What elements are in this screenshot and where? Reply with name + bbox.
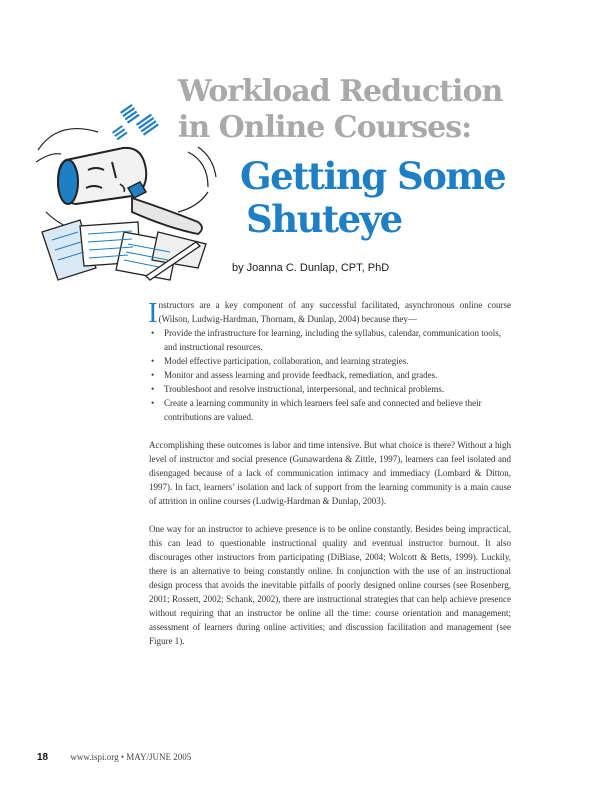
zzz-icon: [112, 104, 159, 140]
page-number: 18: [37, 752, 49, 763]
title-gray: [178, 74, 502, 146]
title-line-2: in Online Courses:: [178, 110, 472, 145]
responsibilities-list: [149, 326, 511, 424]
list-item: • Provide the infrastructure for learning, including the syllabus, calendar, communication tools, and instructional resources.: [151, 328, 502, 352]
byline: by Joanna C. Dunlap, CPT, PhD: [232, 262, 390, 274]
bullet-icon: •: [151, 370, 155, 380]
list-item: • Troubleshoot and resolve instructional, interpersonal, and technical problems.: [151, 384, 445, 394]
title-line-1: Workload Reduction: [178, 74, 503, 109]
footer-text: www.ispi.org • MAY/JUNE 2005: [70, 752, 192, 762]
list-item: • Model effective participation, collaboration, and learning strategies.: [151, 356, 409, 366]
body-paragraph: Accomplishing these outcomes is labor and time intensive. But what choice is there? Without a high level of instructor and social presence (Gunawardena & Zittle, 1997), learners can feel isolated and disengaged because of a lack of communication intimacy and immediacy (Lombard & Ditton, 1997). In fact, learners’ isolation and lack of support from the learning community is a main cause of attrition in online courses (Ludwig-Hardman & Dunlap, 2003).: [149, 440, 511, 506]
intro-text: nstructors are a key component of any successful facilitated, asynchronous online course (Wilson, Ludwig-Hardman, Thornam, & Dunlap, 2004) because they—: [158, 300, 511, 324]
title-line-4: Shuteye: [246, 197, 402, 241]
list-item: • Monitor and assess learning and provide feedback, remediation, and grades.: [151, 370, 438, 380]
bullet-icon: •: [151, 328, 155, 338]
page-footer: [37, 752, 191, 763]
title-blue: [240, 155, 505, 241]
bullet-icon: •: [151, 356, 155, 366]
title-line-3: Getting Some: [240, 154, 506, 198]
article-body: [149, 298, 511, 648]
list-item: • Create a learning community in which learners feel safe and connected and believe their contributions are valued.: [151, 398, 482, 422]
bullet-icon: •: [151, 398, 155, 408]
intro-paragraph: [148, 297, 511, 329]
bullet-icon: •: [151, 384, 155, 394]
drop-cap: I: [148, 297, 158, 329]
body-paragraph: One way for an instructor to achieve presence is to be online constantly. Besides being impractical, this can lead to questionable instructional quality and eventual instructor burnout. It also discourages other instructors from participating (DiBiase, 2004; Wolcott & Betts, 1999). Luckily, there is an alternative to being constantly online. In conjunction with the use of an instructional design process that avoids the inevitable pitfalls of poorly designed online courses (see Rosenberg, 2001; Rossett, 2002; Schank, 2002), there are instructional strategies that can help achieve presence without requiring that an instructor be online all the time: course orientation and management; assessment of learners during online activities; and discussion facilitation and management (see Figure 1).: [149, 524, 511, 646]
